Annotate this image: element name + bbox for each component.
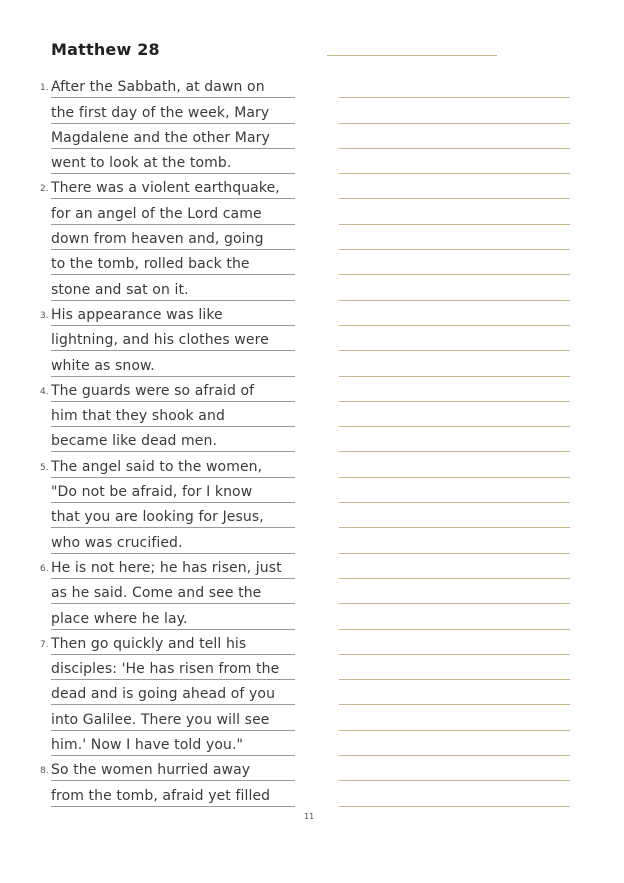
verse-line	[0, 705, 300, 730]
page-number: 11	[304, 812, 315, 821]
writing-line[interactable]	[339, 630, 570, 655]
verse-text: dead and is going ahead of you	[51, 686, 276, 703]
title-writing-line[interactable]	[327, 55, 497, 56]
writing-line[interactable]	[339, 174, 570, 199]
verse-line	[0, 301, 300, 326]
verse-line	[0, 250, 300, 275]
writing-line[interactable]	[339, 452, 570, 477]
writing-line[interactable]	[339, 124, 570, 149]
verse-line	[0, 731, 300, 756]
verse-line	[0, 579, 300, 604]
verse-line	[0, 452, 300, 477]
writing-line[interactable]	[339, 377, 570, 402]
verse-text: The angel said to the women,	[51, 458, 263, 475]
verse-line	[0, 275, 300, 300]
verse-text: into Galilee. There you will see	[51, 711, 270, 728]
writing-line[interactable]	[339, 149, 570, 174]
verse-text: from the tomb, afraid yet filled	[51, 787, 271, 804]
verse-text: down from heaven and, going	[51, 231, 264, 248]
verse-line	[0, 478, 300, 503]
verse-text: the first day of the week, Mary	[51, 104, 270, 121]
writing-line[interactable]	[339, 199, 570, 224]
verse-number: 6.	[40, 563, 49, 574]
verse-number: 3.	[40, 310, 49, 321]
verse-line	[0, 124, 300, 149]
writing-line[interactable]	[339, 402, 570, 427]
verse-text: as he said. Come and see the	[51, 585, 262, 602]
writing-line[interactable]	[339, 503, 570, 528]
verse-text: The guards were so afraid of	[51, 382, 255, 399]
verse-line	[0, 402, 300, 427]
verse-text: disciples: 'He has risen from the	[51, 661, 280, 678]
verse-text: for an angel of the Lord came	[51, 205, 262, 222]
text-underline	[51, 806, 295, 807]
verse-line	[0, 781, 300, 806]
writing-line[interactable]	[339, 680, 570, 705]
writing-line[interactable]	[339, 301, 570, 326]
verse-text: There was a violent earthquake,	[51, 180, 280, 197]
verse-line	[0, 351, 300, 376]
verse-text: place where he lay.	[51, 610, 188, 627]
verse-line	[0, 326, 300, 351]
verse-text: So the women hurried away	[51, 762, 251, 779]
verse-line	[0, 377, 300, 402]
writing-line[interactable]	[339, 579, 570, 604]
writing-line[interactable]	[339, 326, 570, 351]
writing-line[interactable]	[339, 781, 570, 806]
writing-line[interactable]	[339, 528, 570, 553]
writing-line[interactable]	[339, 731, 570, 756]
verse-text: stone and sat on it.	[51, 281, 189, 298]
verse-line	[0, 554, 300, 579]
verse-text: "Do not be afraid, for I know	[51, 484, 253, 501]
verse-line	[0, 503, 300, 528]
verse-text-column	[0, 73, 300, 807]
verse-number: 8.	[40, 766, 49, 777]
verse-line	[0, 199, 300, 224]
verse-text: him that they shook and	[51, 408, 225, 425]
verse-text: went to look at the tomb.	[51, 155, 232, 172]
verse-line	[0, 225, 300, 250]
writing-line[interactable]	[339, 705, 570, 730]
verse-text: Then go quickly and tell his	[51, 635, 247, 652]
verse-text: to the tomb, rolled back the	[51, 256, 250, 273]
writing-line[interactable]	[339, 756, 570, 781]
verse-text: that you are looking for Jesus,	[51, 509, 264, 526]
verse-line	[0, 756, 300, 781]
verse-text: His appearance was like	[51, 306, 223, 323]
writing-line[interactable]	[339, 554, 570, 579]
page-title: Matthew 28	[51, 40, 160, 59]
verse-number: 1.	[40, 83, 49, 94]
verse-text: After the Sabbath, at dawn on	[51, 79, 265, 96]
verse-text: Magdalene and the other Mary	[51, 129, 270, 146]
verse-line	[0, 655, 300, 680]
verse-text: him.' Now I have told you."	[51, 737, 244, 754]
verse-line	[0, 604, 300, 629]
verse-line	[0, 528, 300, 553]
verse-line	[0, 427, 300, 452]
verse-number: 2.	[40, 184, 49, 195]
verse-line	[0, 174, 300, 199]
verse-line	[0, 98, 300, 123]
verse-number: 7.	[40, 639, 49, 650]
verse-number: 4.	[40, 386, 49, 397]
writing-line[interactable]	[339, 73, 570, 98]
verse-text: white as snow.	[51, 357, 155, 374]
verse-text: who was crucified.	[51, 534, 183, 551]
writing-line[interactable]	[339, 250, 570, 275]
verse-line	[0, 73, 300, 98]
verse-text: He is not here; he has risen, just	[51, 559, 282, 576]
verse-number: 5.	[40, 462, 49, 473]
writing-lines-column	[339, 73, 570, 807]
writing-line[interactable]	[339, 98, 570, 123]
writing-line[interactable]	[339, 604, 570, 629]
verse-line	[0, 680, 300, 705]
writing-line[interactable]	[339, 275, 570, 300]
verse-text: became like dead men.	[51, 433, 218, 450]
writing-line[interactable]	[339, 225, 570, 250]
verse-line	[0, 630, 300, 655]
writing-line[interactable]	[339, 351, 570, 376]
writing-line[interactable]	[339, 655, 570, 680]
verse-line	[0, 149, 300, 174]
verse-text: lightning, and his clothes were	[51, 332, 269, 349]
writing-line[interactable]	[339, 478, 570, 503]
writing-line[interactable]	[339, 427, 570, 452]
